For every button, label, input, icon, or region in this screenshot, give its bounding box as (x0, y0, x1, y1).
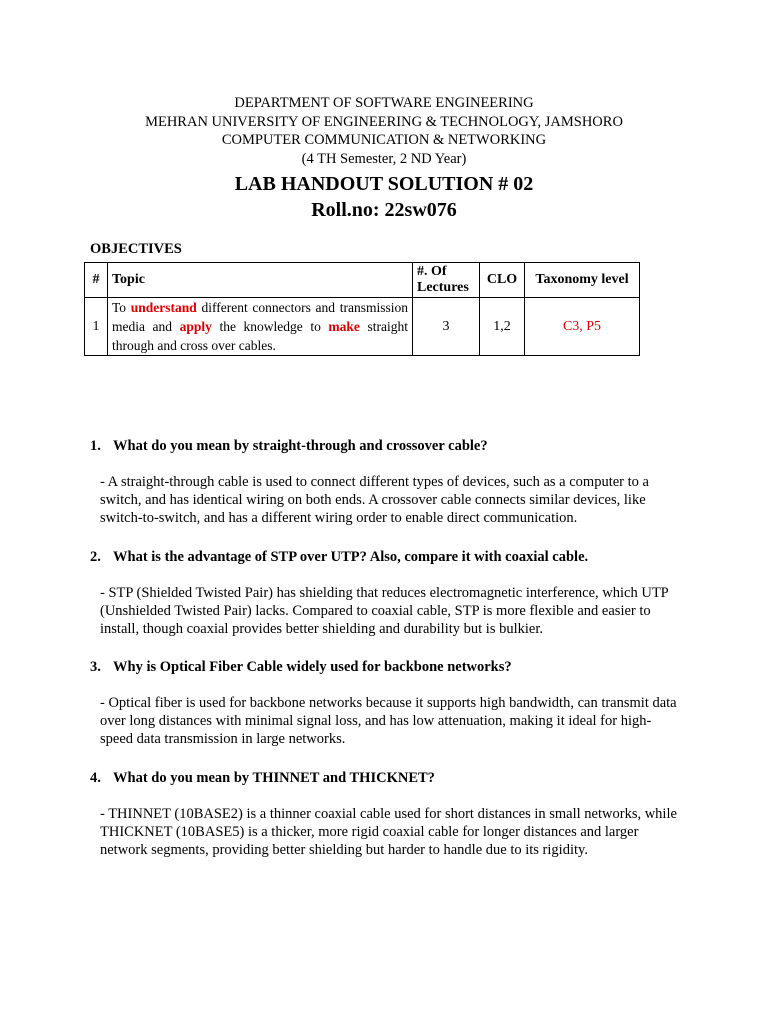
question-block-4 (90, 769, 680, 860)
keyword-apply: apply (179, 319, 212, 334)
semester-line: (4 TH Semester, 2 ND Year) (301, 150, 467, 167)
university-line: MEHRAN UNIVERSITY OF ENGINEERING & TECHNOLOGY, JAMSHORO (145, 113, 623, 130)
roll-number: Roll.no: 22sw076 (311, 199, 457, 221)
question-block-2 (90, 548, 680, 639)
course-line: COMPUTER COMMUNICATION & NETWORKING (221, 132, 547, 148)
objectives-table (84, 262, 640, 356)
topic-text: the knowledge to (211, 319, 329, 334)
question-1 (90, 437, 680, 455)
col-number: # (85, 263, 108, 298)
col-taxonomy: Taxonomy level (525, 263, 640, 298)
keyword-understand: understand (130, 300, 197, 315)
answer-4: - THINNET (10BASE2) is a thinner coaxial cable used for short distances in small networks, while THICKNET (10BASE5) is a thicker, more rigid coaxial cable for longer distances and larger network segments, providing better shielding but harder to handle due to its rigidity. (100, 806, 677, 859)
handout-title: LAB HANDOUT SOLUTION # 02 (234, 173, 534, 195)
answer-3: - Optical fiber is used for backbone networks because it supports high bandwidth, can transmit data over long distances with minimal signal loss, and has low attenuation, making it ideal for high-speed data transmission in large networks. (100, 695, 677, 748)
topic-text: To (112, 300, 131, 315)
question-number: 4. (90, 770, 101, 786)
document-header (0, 94, 768, 223)
row-lectures: 3 (413, 298, 480, 356)
table-header-row (85, 263, 640, 298)
question-number: 2. (90, 549, 101, 565)
col-clo: CLO (480, 263, 525, 298)
row-topic (108, 298, 413, 356)
question-text: What do you mean by THINNET and THICKNET? (113, 770, 435, 786)
keyword-make: make (328, 319, 360, 334)
answer-1: - A straight-through cable is used to connect different types of devices, such as a computer to a switch, and has identical wiring on both ends. A crossover cable connects similar devices, like switch-to-switch, and has a different wiring order to enable direct communication. (100, 474, 649, 527)
row-taxonomy: C3, P5 (525, 298, 640, 356)
question-text: Why is Optical Fiber Cable widely used for backbone networks? (113, 659, 512, 675)
table-row (85, 298, 640, 356)
objectives-heading: OBJECTIVES (90, 241, 182, 257)
row-clo: 1,2 (480, 298, 525, 356)
topic-text: straight through and cross over cables. (112, 319, 408, 353)
question-2 (90, 548, 680, 566)
question-number: 3. (90, 659, 101, 675)
department-line: DEPARTMENT OF SOFTWARE ENGINEERING (234, 95, 534, 111)
answer-2: - STP (Shielded Twisted Pair) has shielding that reduces electromagnetic interference, which UTP (Unshielded Twisted Pair) lacks. Compared to coaxial cable, STP is more flexible and easier to install, though coaxial provides better shielding and durability but is bulkier. (100, 585, 669, 638)
col-lectures: #. Of Lectures (413, 263, 480, 298)
question-block-3 (90, 658, 680, 749)
col-topic: Topic (108, 263, 413, 298)
question-text: What do you mean by straight-through and crossover cable? (113, 438, 488, 454)
topic-text: different connectors and transmission media and (112, 300, 408, 334)
question-4 (90, 769, 680, 787)
question-3 (90, 658, 680, 676)
question-text: What is the advantage of STP over UTP? Also, compare it with coaxial cable. (113, 549, 589, 565)
row-number: 1 (85, 298, 108, 356)
question-block-1 (90, 437, 680, 528)
question-number: 1. (90, 438, 101, 454)
